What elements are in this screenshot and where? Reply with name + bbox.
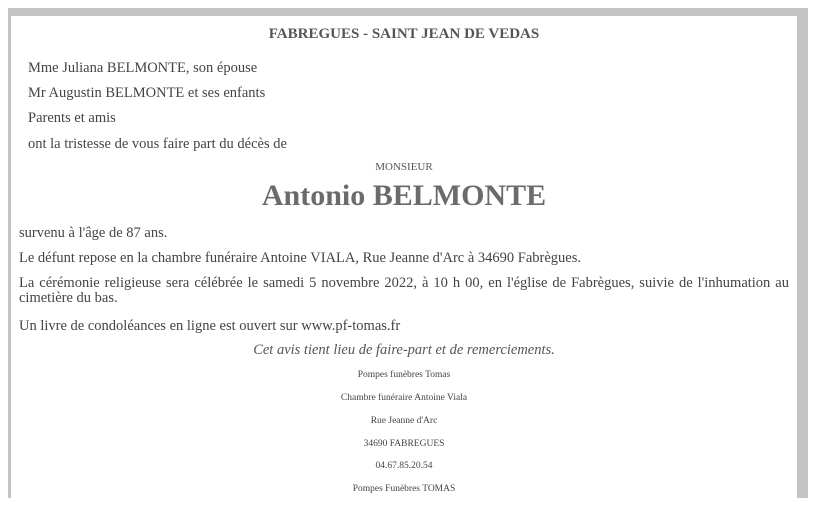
notice-heading: FABREGUES - SAINT JEAN DE VEDAS xyxy=(268,26,540,42)
detail-line: survenu à l'âge de 87 ans. xyxy=(19,225,168,241)
footer-line: Pompes funèbres Tomas xyxy=(357,370,451,380)
footer-line: Rue Jeanne d'Arc xyxy=(370,416,438,426)
closing-note: Cet avis tient lieu de faire-part et de remerciements. xyxy=(253,342,555,358)
footer-line: 34690 FABREGUES xyxy=(363,439,445,449)
footer-line: Chambre funéraire Antoine Viala xyxy=(340,393,468,403)
deceased-name: Antonio BELMONTE xyxy=(261,179,547,212)
detail-line: Le défunt repose en la chambre funéraire Antoine VIALA, Rue Jeanne d'Arc à 34690 Fabrègues. xyxy=(19,250,582,266)
footer-line: 04.67.85.20.54 xyxy=(375,461,433,471)
family-line: ont la tristesse de vous faire part du décès de xyxy=(28,136,287,152)
notice-frame xyxy=(8,8,808,498)
condolence-line: Un livre de condoléances en ligne est ouvert sur www.pf-tomas.fr xyxy=(19,318,401,334)
family-line: Parents et amis xyxy=(28,110,116,126)
family-line: Mr Augustin BELMONTE et ses enfants xyxy=(28,85,266,101)
obituary-notice xyxy=(11,16,797,498)
honorific: MONSIEUR xyxy=(375,161,433,173)
family-line: Mme Juliana BELMONTE, son épouse xyxy=(28,60,258,76)
footer-line: Pompes Funèbres TOMAS xyxy=(352,484,456,494)
detail-line: La cérémonie religieuse sera célébrée le samedi 5 novembre 2022, à 10 h 00, en l'église de Fabrègues, suivie de l'inhumation au cimetière du bas. xyxy=(19,275,789,306)
